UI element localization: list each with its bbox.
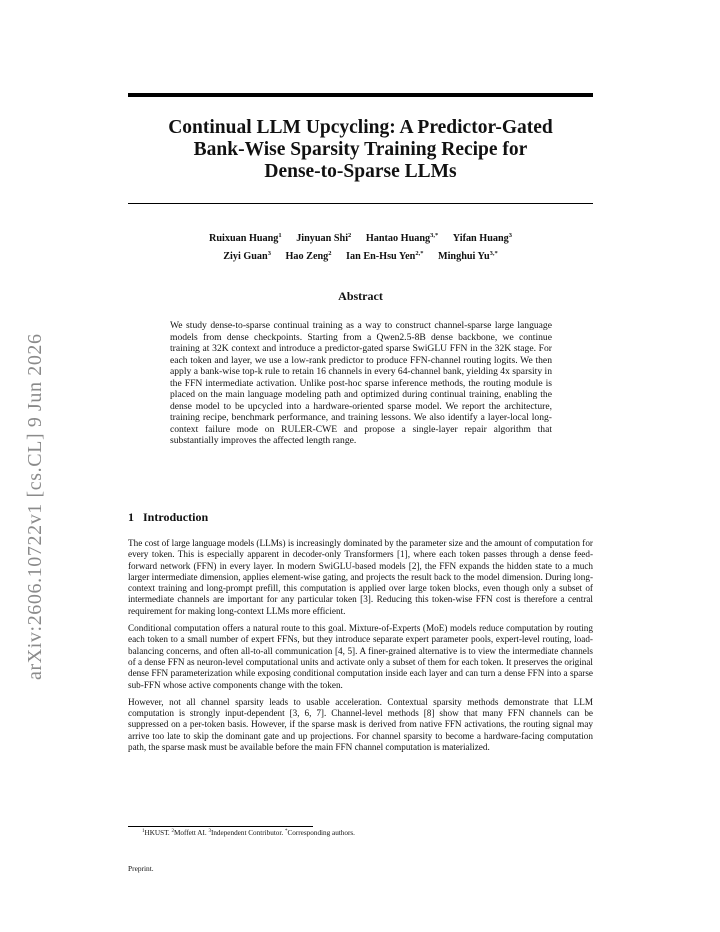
title-bottom-rule: [128, 203, 593, 204]
section-heading: [128, 510, 208, 525]
title-line: Dense-to-Sparse LLMs: [264, 161, 457, 182]
introduction-body: [128, 538, 593, 759]
author: Jinyuan Shi$^2$: [296, 232, 352, 244]
abstract-text: We study dense-to-sparse continual training as a way to construct channel-sparse large language models from dense checkpoints. Starting from a Qwen2.5-8B dense backbone, we continue training at 32K context and introduce a predictor-gated sparse SwiGLU FFN in the 32K stage. For each token and layer, we use a low-rank predictor to produce FFN-channel routing logits. We then apply a bank-wise top-k rule to retain 16 channels in every 64-channel bank, yielding 4x sparsity in the FFN intermediate activation. Unlike post-hoc sparse inference methods, the routing module is placed on the main language modeling path and optimized during continual training, enabling the dense model to be upcycled into a hardware-oriented sparse model. We report the architecture, training recipe, benchmark performance, and training lessons. We also identify a layer-local long-context failure mode on RULER-CWE and propose a single-layer repair algorithm that substantially improves the affected length range.: [170, 320, 552, 446]
footnote-rule: [128, 826, 313, 827]
section-number: 1: [128, 510, 134, 524]
author: Hao Zeng$^2$: [285, 250, 332, 262]
section-title: Introduction: [143, 510, 209, 524]
author-row-1: [128, 228, 593, 246]
author-block: [128, 228, 593, 264]
arxiv-identifier: arXiv:2606.10722v1 [cs.CL] 9 Jun 2026: [24, 333, 46, 680]
affiliation-footnote: $^1$HKUST. $^2$Moffett AI. $^3$Independent Contributor. *Corresponding authors.: [142, 829, 355, 837]
title-top-rule: [128, 93, 593, 97]
abstract-heading: Abstract: [338, 289, 383, 303]
title-line: Bank-Wise Sparsity Training Recipe for: [193, 139, 528, 160]
author: Ruixuan Huang$^1$: [209, 232, 282, 244]
title-line: Continual LLM Upcycling: A Predictor-Gated: [168, 117, 553, 138]
author: Ziyi Guan$^3$: [223, 250, 271, 262]
author: Yifan Huang$^3$: [452, 232, 512, 244]
author: Hantao Huang$^{3,*}$: [365, 232, 439, 244]
preprint-label: Preprint.: [128, 864, 154, 873]
paper-title: [128, 117, 593, 183]
author: Ian En-Hsu Yen$^{2,*}$: [346, 250, 424, 262]
author-row-2: [128, 246, 593, 264]
paragraph: However, not all channel sparsity leads to usable acceleration. Contextual sparsity methods demonstrate that LLM computation is strongly input-dependent [3, 6, 7]. Channel-level methods [8] show that many FFN channels can be suppressed on a per-token basis. However, if the sparse mask is derived from native FFN activations, the routing signal may arrive too late to skip the dominant gate and up projections. For channel sparsity to become a hardware-facing computation path, the sparse mask must be available before the main FFN channel computation is materialized.: [128, 696, 593, 753]
paragraph: The cost of large language models (LLMs) is increasingly dominated by the parameter size and the amount of computation for every token. This is especially apparent in decoder-only Transformers [1], where each token passes through a dense feed-forward network (FFN) in every layer. In modern SwiGLU-based models [2], the FFN expands the hidden state to a much larger intermediate dimension, applies element-wise gating, and projects the result back to the model dimension. During long-context training and long-prompt prefill, this computation is applied over large token blocks, even though only a subset of intermediate channels are important for any particular token [3]. Reducing this token-wise FFN cost is therefore a central requirement for making long-context LLMs more efficient.: [128, 538, 593, 616]
author: Minghui $Yu^{3,*}$: [437, 250, 498, 262]
paragraph: Conditional computation offers a natural route to this goal. Mixture-of-Experts (MoE) models reduce computation by routing each token to a small number of expert FFNs, but they introduce separate expert parameter pools, expert-level routing, load-balancing concerns, and often all-to-all communication [4, 5]. A finer-grained alternative is to view the intermediate channels of a dense FFN as neuron-level computational units and activate only a subset of them for each token. It preserves the original dense FFN parameterization while exposing conditional computation inside each layer and can turn a dense FFN into a sparse sub-FFN whose active components change with the token.: [128, 623, 593, 690]
